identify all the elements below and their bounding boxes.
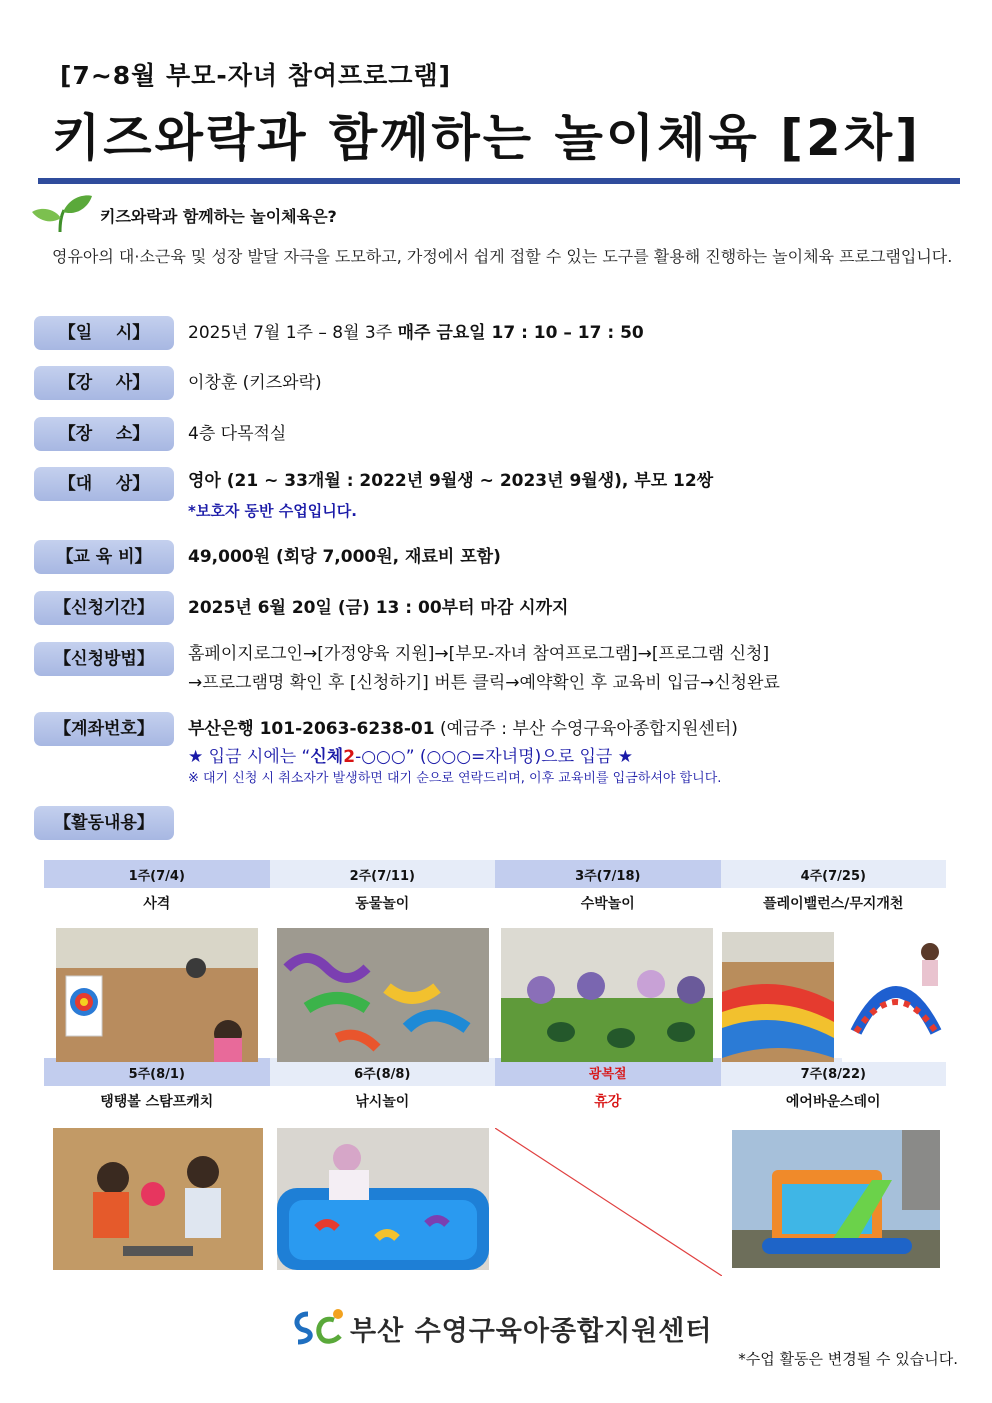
- value-period: 2025년 6월 20일 (금) 13 : 00부터 마감 시까지: [188, 598, 569, 618]
- label-target: 【대 상】: [34, 467, 174, 501]
- schedule-dates: 2025년 7월 1주 – 8월 3주: [188, 323, 398, 343]
- animal-play-photo: [277, 928, 489, 1062]
- week-4-activity: 플레이밸런스/무지개천: [763, 896, 904, 912]
- target-note: *보호자 동반 수업입니다.: [188, 502, 357, 520]
- value-method-line1: 홈페이지로그인→[가정양육 지원]→[부모-자녀 참여프로그램]→[프로그램 신청]: [188, 644, 770, 664]
- value-method-line2: →프로그램명 확인 후 [신청하기] 버튼 클릭→예약확인 후 교육비 입금→신청완료: [188, 673, 780, 693]
- week-1-activity: 사격: [143, 896, 171, 912]
- week-5-header: 5주(8/1): [44, 1058, 270, 1086]
- intro-text: 영유아의 대·소근육 및 성장 발달 자극을 도모하고, 가정에서 쉽게 접할 수 있는 도구를 활용해 진행하는 놀이체육 프로그램입니다.: [52, 247, 953, 266]
- week-2-activity: 동물놀이: [355, 896, 410, 912]
- week-3-header: 3주(7/18): [495, 860, 721, 888]
- value-account: [188, 716, 738, 742]
- week-1-header: 1주(7/4): [44, 860, 270, 888]
- holiday-cross-line: [495, 1128, 722, 1276]
- label-schedule: 【일 시】: [34, 316, 174, 350]
- deposit-number: 2: [343, 747, 356, 767]
- deposit-post: -○○○” (○○○=자녀명)으로 입금 ★: [355, 747, 633, 767]
- week-7-activity: 에어바운스데이: [785, 1094, 881, 1110]
- label-account: 【계좌번호】: [34, 712, 174, 746]
- bouncy-ball-photo: [53, 1128, 263, 1270]
- week-5-activity: 탱탱볼 스탐프캐치: [100, 1094, 214, 1110]
- label-instructor: 【강 사】: [34, 366, 174, 400]
- change-notice: *수업 활동은 변경될 수 있습니다.: [738, 1350, 958, 1368]
- holiday-header: 광복절: [495, 1058, 721, 1086]
- rainbow-cloth-photo: [722, 932, 834, 1062]
- holiday-activity: 휴강: [594, 1094, 622, 1110]
- center-logo-icon: [290, 1306, 348, 1346]
- deposit-pre: ★ 입금 시에는 “: [188, 747, 311, 767]
- value-schedule: [188, 320, 644, 346]
- label-fee: 【교 육 비】: [34, 540, 174, 574]
- deposit-body: 신체: [310, 747, 344, 767]
- shooting-photo: [56, 928, 258, 1062]
- account-number: 부산은행 101-2063-6238-01: [188, 719, 435, 739]
- week-7-header: 7주(8/22): [721, 1058, 947, 1086]
- air-bounce-photo: [732, 1130, 940, 1268]
- week-2-header: 2주(7/11): [270, 860, 496, 888]
- value-target: 영아 (21 ~ 33개월 : 2022년 9월생 ~ 2023년 9월생), 부모 12쌍: [188, 471, 714, 491]
- label-period: 【신청기간】: [34, 591, 174, 625]
- waitlist-notice: ※ 대기 신청 시 취소자가 발생하면 대기 순으로 연락드리며, 이후 교육비를 입금하셔야 합니다.: [188, 771, 722, 786]
- account-holder: (예금주 : 부산 수영구육아종합지원센터): [434, 719, 738, 739]
- label-activities: 【활동내용】: [34, 806, 174, 840]
- label-place: 【장 소】: [34, 417, 174, 451]
- program-subtitle: [7~8월 부모-자녀 참여프로그램]: [60, 61, 452, 90]
- value-fee: 49,000원 (회당 7,000원, 재료비 포함): [188, 547, 501, 567]
- page-title: 키즈와락과 함께하는 놀이체육 [2차]: [52, 109, 921, 167]
- center-name: 부산 수영구육아종합지원센터: [350, 1316, 713, 1347]
- label-method: 【신청방법】: [34, 642, 174, 676]
- week-6-header: 6주(8/8): [270, 1058, 496, 1086]
- value-place: 4층 다목적실: [188, 424, 287, 444]
- watermelon-play-photo: [501, 928, 713, 1062]
- balance-arch-photo: [842, 932, 950, 1062]
- intro-heading: 키즈와락과 함께하는 놀이체육은?: [100, 207, 337, 226]
- week-3-activity: 수박놀이: [580, 896, 635, 912]
- week-4-header: 4주(7/25): [721, 860, 947, 888]
- sprout-icon: [30, 192, 94, 234]
- title-divider: [38, 178, 960, 184]
- fishing-play-photo: [277, 1128, 489, 1270]
- week-6-activity: 낚시놀이: [355, 1094, 410, 1110]
- schedule-time: 매주 금요일 17 : 10 – 17 : 50: [397, 323, 644, 343]
- value-instructor: 이창훈 (키즈와락): [188, 373, 322, 393]
